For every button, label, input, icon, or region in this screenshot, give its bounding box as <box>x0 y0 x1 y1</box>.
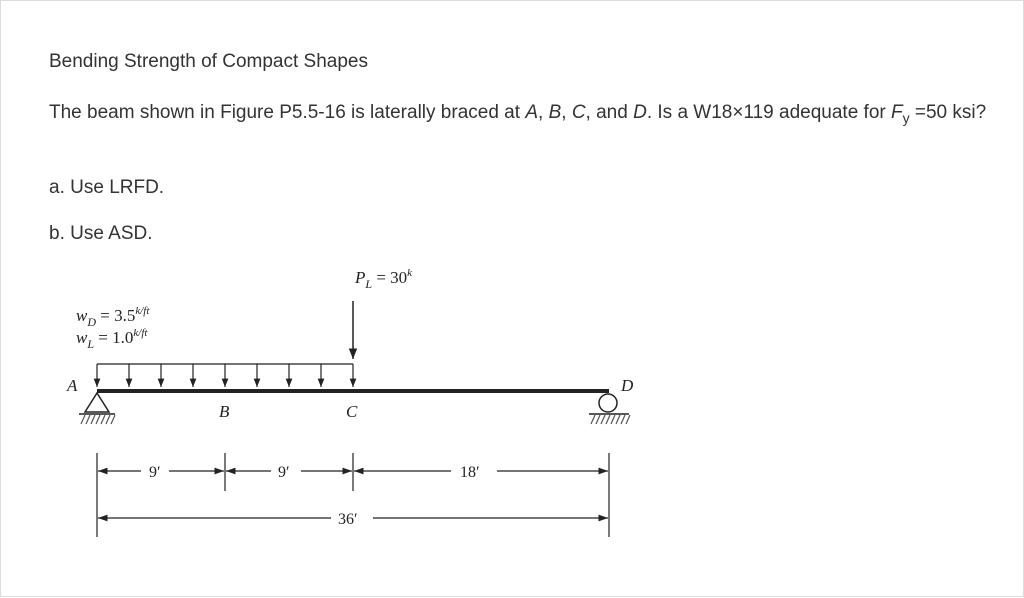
wl-label: $w_L = 1.0^{k/ft}$ <box>76 327 148 351</box>
problem-sep-2: , <box>561 102 572 123</box>
option-a: a. Use LRFD. <box>49 177 165 198</box>
point-c-label: C <box>346 402 358 421</box>
point-a-label: A <box>67 376 78 395</box>
point-b-label: B <box>219 402 230 421</box>
dim-cd-label: 18′ <box>460 464 480 481</box>
problem-text-1: The beam shown in Figure P5.5-16 is laterally braced at <box>49 102 526 123</box>
pl-label: $P_L = 30^k$ <box>355 267 413 291</box>
point-c-ref: C <box>571 102 586 123</box>
roller-support-d <box>589 394 630 424</box>
option-b: b. Use ASD. <box>49 223 153 244</box>
fy-symbol: F <box>891 102 903 123</box>
fy-subscript: y <box>902 110 910 126</box>
distributed-load <box>97 364 353 387</box>
beam-figure <box>1 1 1024 598</box>
problem-sep-3: , and <box>585 102 634 123</box>
problem-text-3: =50 ksi? <box>909 102 987 123</box>
point-b-ref: B <box>548 102 562 123</box>
pin-support-a <box>79 393 115 424</box>
point-d-ref: D <box>633 102 647 123</box>
problem-sep-1: , <box>538 102 549 123</box>
dim-bc-label: 9′ <box>278 464 290 481</box>
beam <box>97 389 609 393</box>
point-a-ref: A <box>525 102 538 123</box>
point-d-label: D <box>621 376 634 395</box>
dim-ab-label: 9′ <box>149 464 161 481</box>
wd-label: $w_D = 3.5^{k/ft}$ <box>76 305 150 329</box>
problem-heading: Bending Strength of Compact Shapes <box>49 51 368 72</box>
problem-text-2: . Is a W18×119 adequate for <box>646 102 891 123</box>
dim-total-label: 36′ <box>338 511 358 528</box>
